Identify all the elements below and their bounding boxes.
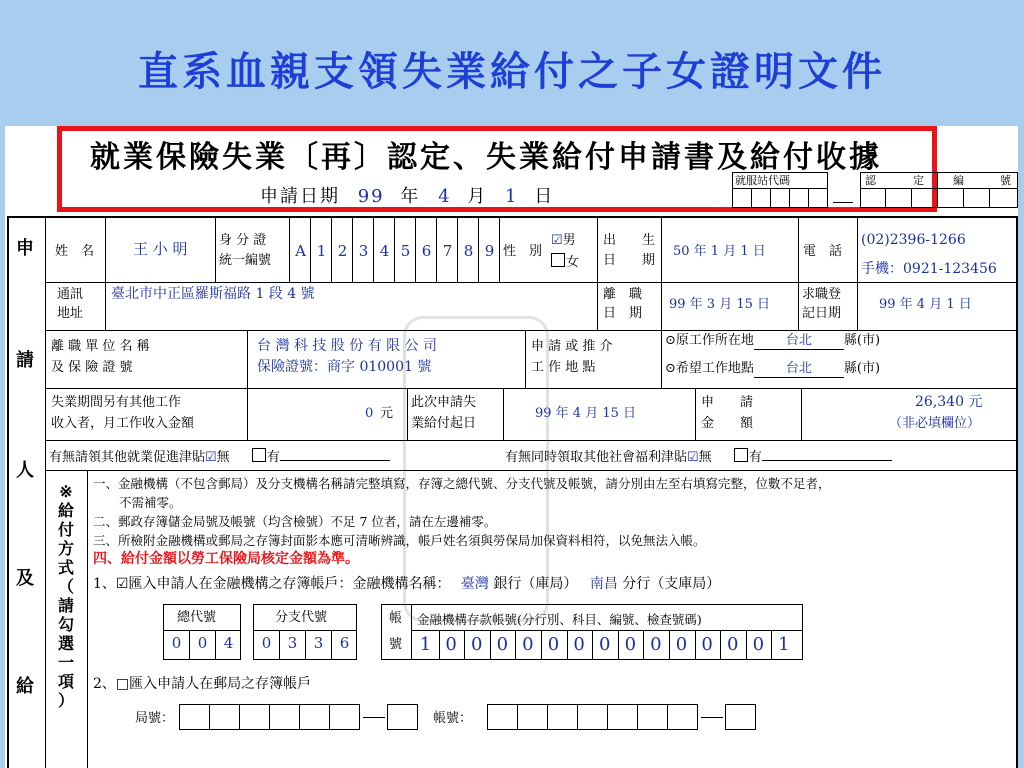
promo-have-checkbox-icon [252, 448, 266, 462]
id-digit: 6 [421, 242, 432, 260]
branch-code-digit: 0 [261, 634, 272, 652]
unit-value: 台 灣 科 技 股 份 有 限 公 司 [257, 338, 438, 354]
account-digit: 0 [726, 634, 739, 655]
account-cell-divider [541, 630, 542, 660]
account-digit: 1 [778, 634, 790, 655]
fixed-label: 定 [913, 174, 924, 187]
app-date-month: 4 [438, 186, 452, 207]
app-date-label: 申請日期 [260, 186, 340, 207]
payment-method-char: 勾 [57, 615, 74, 634]
account-cell-divider [490, 630, 491, 660]
account-cell-divider [618, 630, 619, 660]
recognize-label: 認 [865, 174, 876, 187]
post-account-label: 帳號： [433, 711, 473, 726]
payment-method-char: ※ [59, 482, 73, 501]
register-date-label-2: 記日期 [802, 306, 842, 321]
account-cell-divider [515, 630, 516, 660]
payment-method-char: ） [57, 691, 74, 710]
post-office-dash [363, 717, 385, 718]
county-unit-2: 縣(市) [843, 361, 881, 376]
id-digit: 1 [316, 242, 327, 260]
account-cell-divider [720, 630, 721, 660]
amount-label-2: 金 額 [701, 416, 754, 431]
entry-box[interactable] [487, 704, 518, 730]
welfare-label: 有無同時領取其他社會福利津貼 [505, 450, 688, 465]
entry-box[interactable] [269, 704, 300, 730]
branch-unit: 分行（支庫局） [622, 576, 721, 592]
form-document [5, 126, 1018, 768]
id-digit: 8 [463, 242, 474, 260]
payment-method-char: （ [57, 577, 74, 596]
amount-note: （非必填欄位） [889, 416, 981, 431]
amount-label-1: 申 請 [701, 395, 754, 410]
id-label-2: 統一編號 [219, 253, 272, 268]
account-digit: 0 [701, 634, 713, 655]
payment-method-char: 付 [57, 520, 74, 539]
phone-value: (02)2396-1266 [861, 232, 966, 248]
account-digit: 0 [445, 634, 457, 655]
entry-box[interactable] [209, 704, 240, 730]
entry-box[interactable] [547, 704, 578, 730]
gender-label: 性 別 [503, 244, 543, 259]
account-cell-divider [643, 630, 644, 660]
gender-female-option[interactable]: 女 [551, 253, 579, 271]
application-date [260, 182, 554, 208]
id-digit: A [295, 242, 306, 260]
welfare-have-checkbox-icon [734, 448, 748, 462]
address-label-1: 通訊 [57, 287, 84, 302]
number-label: 編 [953, 174, 964, 187]
bank-code-digit: 0 [171, 634, 182, 652]
entry-box[interactable] [517, 704, 548, 730]
account-digit: 0 [675, 634, 688, 655]
year-unit: 年 [400, 186, 421, 207]
account-digit: 0 [598, 634, 611, 655]
side-label-4: 及 [16, 568, 34, 589]
id-digit: 3 [358, 242, 369, 260]
name-value: 王 小 明 [133, 240, 188, 258]
branch-code-digit: 6 [339, 634, 350, 652]
start-date-label-2: 業給付起日 [411, 416, 477, 431]
account-digit: 1 [419, 634, 432, 655]
payment-method-char: 給 [57, 501, 74, 520]
account-cell-divider [567, 630, 568, 660]
bank-code-digit: 0 [197, 634, 208, 652]
number2-label: 號 [1000, 174, 1011, 187]
original-place-row[interactable] [665, 332, 880, 350]
unit-label-2: 及 保 險 證 號 [51, 360, 133, 375]
note-3: 三、所檢附金融機構或郵局之存簿封面影本應可清晰辨識，帳戶姓名須與勞保局加保資料相符，以免無法入帳。 [93, 533, 706, 548]
id-digit: 5 [400, 242, 411, 260]
check-digit-box[interactable] [387, 704, 418, 730]
other-income-label-2: 收入者，月工作收入金額 [51, 416, 195, 431]
app-date-year: 99 [357, 186, 385, 207]
payment-method-char: 項 [57, 672, 74, 691]
check-digit-box[interactable] [725, 704, 756, 730]
work-place-label-1: 申 請 或 推 介 [531, 339, 613, 354]
side-label-2: 請 [16, 350, 34, 371]
branch-name: 南昌 [589, 576, 618, 592]
entry-box[interactable] [667, 704, 698, 730]
bank-name: 臺灣 [460, 576, 489, 592]
option-1-label: 1、☑匯入申請人在金融機構之存簿帳戶：金融機構名稱： [93, 576, 451, 592]
address-label-2: 地址 [57, 306, 84, 321]
account-digit: 0 [573, 634, 585, 655]
form-title: 就業保險失業〔再〕認定、失業給付申請書及給付收據 [90, 140, 882, 175]
day-unit: 日 [534, 186, 555, 207]
amount-value: 26,340 元 [915, 394, 983, 410]
work-place-label-2: 工 作 地 點 [531, 360, 596, 375]
station-code-label: 就服站代碼 [735, 174, 790, 187]
leave-date-label-1: 離 職 [603, 287, 643, 302]
promo-label: 有無請領其他就業促進津貼 [49, 450, 206, 465]
register-date-label-1: 求職登 [802, 287, 842, 302]
male-checkbox-icon: ☑ [551, 233, 563, 248]
entry-box[interactable] [577, 704, 608, 730]
watermark-stamp [403, 316, 549, 622]
account-cell-divider [439, 630, 440, 660]
payment-method-char: 選 [57, 634, 74, 653]
promo-none-checkbox-icon: ☑ [205, 450, 217, 465]
note-1: 一、金融機構（不包含郵局）及分支機構名稱請完整填寫，存簿之總代號、分支代號及帳號，請分別由左至右填寫完整，位數不足者， [93, 476, 831, 491]
id-digit: 7 [442, 242, 453, 260]
note-4: 四、給付金額以勞工保險局核定金額為準。 [93, 551, 359, 567]
account-cell-divider [464, 630, 465, 660]
bank-code-digit: 4 [223, 634, 234, 652]
other-income-value: 0 [365, 406, 374, 421]
id-digit: 2 [337, 242, 348, 260]
account-header: 金融機構存款帳號(分行別、科目、編號、檢查號碼) [417, 612, 702, 627]
slide-title: 直系血親支領失業給付之子女證明文件 [138, 48, 886, 95]
welfare-row[interactable]: 有無同時領取其他社會福利津貼☑無 有 [505, 448, 892, 466]
female-checkbox-icon [551, 253, 565, 267]
register-date-value: 99 年 4 月 1 日 [879, 297, 972, 312]
branch-code-digit: 3 [313, 634, 324, 652]
account-digit: 0 [650, 634, 662, 655]
account-digit: 0 [752, 634, 765, 655]
county-unit-1: 縣(市) [843, 333, 881, 348]
account-cell-divider [669, 630, 670, 660]
name-label: 姓 名 [55, 244, 95, 259]
account-cell-divider [746, 630, 747, 660]
start-date-label-1: 此次申請失 [411, 395, 477, 410]
account-label-1: 帳 [389, 611, 403, 626]
entry-box[interactable] [607, 704, 638, 730]
birth-label-2: 日 期 [603, 253, 656, 268]
id-digit: 4 [379, 242, 390, 260]
branch-code-digit: 3 [287, 634, 298, 652]
gender-male-option[interactable]: ☑男 [551, 233, 576, 248]
payment-method-char: 請 [57, 596, 74, 615]
welfare-none-checkbox-icon: ☑ [687, 450, 699, 465]
entry-box[interactable] [239, 704, 270, 730]
payment-method-char: 方 [57, 539, 74, 558]
account-digit: 0 [470, 634, 483, 655]
yuan-unit: 元 [380, 406, 394, 421]
entry-box[interactable] [299, 704, 330, 730]
serial-number-box [860, 172, 1018, 208]
bank-code-label: 總代號 [177, 610, 217, 625]
leave-date-value: 99 年 3 月 15 日 [669, 297, 771, 312]
leave-date-label-2: 日 期 [603, 306, 643, 321]
account-digit: 0 [624, 634, 637, 655]
entry-box[interactable] [179, 704, 210, 730]
address-value: 臺北市中正區羅斯福路 1 段 4 號 [111, 286, 315, 302]
birth-date-value: 50 年 1 月 1 日 [673, 244, 766, 259]
month-unit: 月 [467, 186, 488, 207]
entry-box[interactable] [637, 704, 668, 730]
side-label-5: 給 [16, 676, 34, 697]
phone-label: 電 話 [803, 244, 843, 259]
payment-method-char: 式 [57, 558, 74, 577]
id-label-1: 身 分 證 [219, 233, 267, 248]
side-label-3: 人 [16, 460, 34, 481]
payment-method-label [53, 482, 79, 710]
insurance-number-value: 保險證號：商字 010001 號 [257, 359, 432, 375]
start-date-value: 99 年 4 月 15 日 [535, 406, 637, 421]
side-label-1: 申 [16, 238, 34, 259]
account-cell-divider [771, 630, 772, 660]
hope-place-label: ⊙希望工作地點 [665, 361, 754, 376]
option-2[interactable]: 2、□匯入申請人在郵局之存簿帳戶 [93, 676, 312, 692]
account-label-2: 號 [389, 637, 403, 652]
account-digit: 0 [496, 634, 509, 655]
entry-box[interactable] [329, 704, 360, 730]
other-income-label-1: 失業期間另有其他工作 [51, 395, 182, 410]
original-place-label: ⊙原工作所在地 [665, 333, 754, 348]
birth-label-1: 出 生 [603, 233, 656, 248]
promo-row[interactable]: 有無請領其他就業促進津貼☑無 有 [49, 448, 390, 466]
hope-city: 台北 [754, 360, 844, 378]
account-digit: 0 [522, 634, 534, 655]
note-2: 二、郵政存簿儲金局號及帳號（均含檢號）不足 7 位者，請在左邊補零。 [93, 514, 497, 529]
post-account-dash [701, 717, 723, 718]
post-office-label: 局號： [135, 711, 175, 726]
account-digit: 0 [547, 634, 560, 655]
original-city: 台北 [754, 332, 844, 350]
hope-place-row[interactable] [665, 360, 880, 378]
mobile-value: 手機：0921-123456 [861, 261, 997, 277]
unit-label-1: 離 職 單 位 名 稱 [51, 339, 150, 354]
account-cell-divider [695, 630, 696, 660]
app-date-day: 1 [505, 186, 519, 207]
payment-method-char: 一 [57, 653, 74, 672]
branch-code-label: 分支代號 [275, 610, 328, 625]
note-1-cont: 不需補零。 [119, 495, 182, 510]
bank-unit: 銀行（庫局） [493, 576, 578, 592]
id-digit: 9 [484, 242, 495, 260]
account-cell-divider [592, 630, 593, 660]
